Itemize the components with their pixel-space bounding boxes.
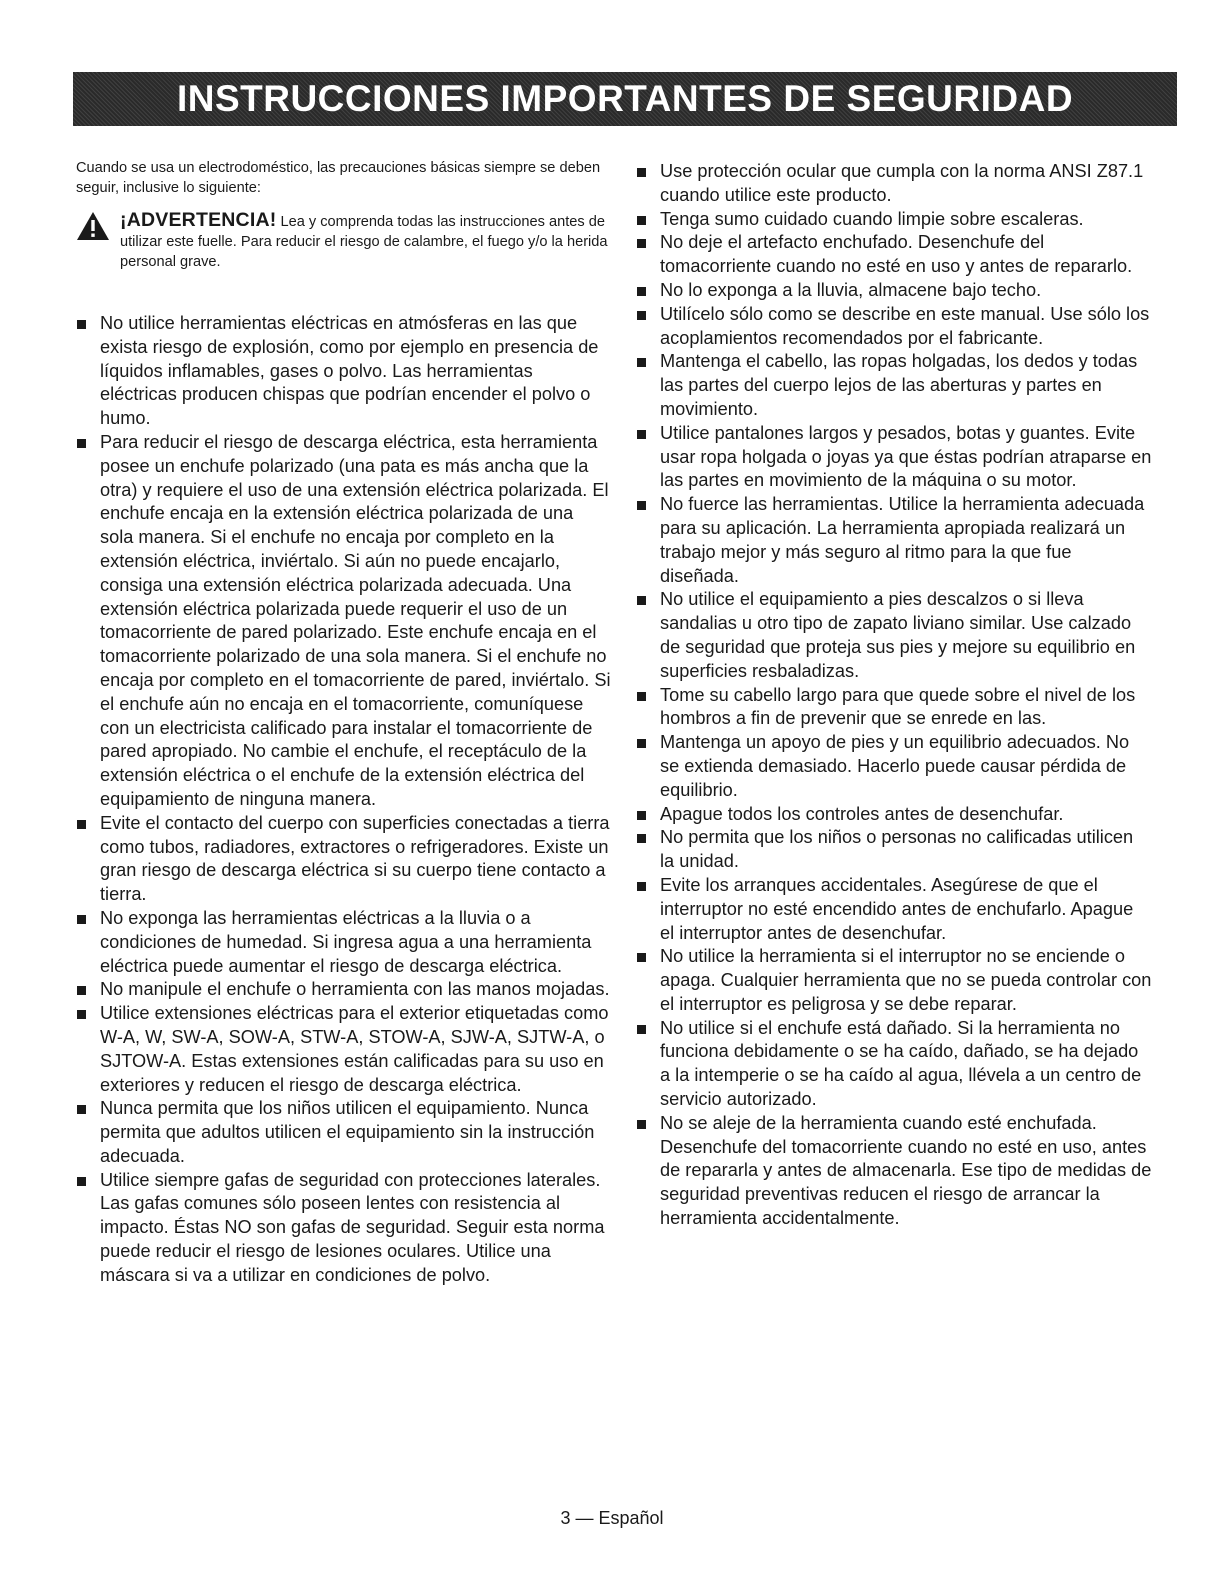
bullet-square-icon [637, 882, 646, 891]
list-item-text: No fuerce las herramientas. Utilice la herramienta adecuada para su aplicación. La herramienta apropiada realizará un trabajo mejor y más seguro al ritmo para la que fue diseñada. [660, 494, 1145, 586]
bullet-square-icon [637, 739, 646, 748]
list-item-text: Tome su cabello largo para que quede sobre el nivel de los hombros a fin de prevenir que se enrede en las. [660, 684, 1136, 729]
bullet-square-icon [77, 320, 86, 329]
list-item [636, 826, 1152, 874]
list-item [76, 1002, 611, 1097]
list-item [636, 303, 1152, 351]
list-item [636, 279, 1152, 303]
right-column [636, 160, 1152, 1231]
list-item-text: Utilice pantalones largos y pesados, botas y guantes. Evite usar ropa holgada o joyas ya que éstas podrían atraparse en las partes en movimiento de la máquina o su motor. [660, 422, 1152, 491]
list-item-text: No utilice la herramienta si el interruptor no se enciende o apaga. Cualquier herramienta que no se pueda controlar con el interruptor es peligrosa y se debe reparar. [660, 946, 1152, 1014]
bullet-square-icon [637, 358, 646, 367]
list-item-text: Use protección ocular que cumpla con la norma ANSI Z87.1 cuando utilice este producto. [660, 161, 1144, 205]
list-item [636, 588, 1152, 683]
list-item [636, 684, 1152, 732]
left-column [76, 158, 611, 1288]
warning-triangle-icon [76, 211, 110, 241]
list-item [636, 803, 1152, 827]
bullet-square-icon [637, 430, 646, 439]
warning-text: Lea y comprenda todas las instrucciones antes de utilizar este fuelle. Para reducir el riesgo de calambre, el fuego y/o la herida personal grave. [120, 214, 608, 270]
page-title: INSTRUCCIONES IMPORTANTES DE SEGURIDAD [176, 78, 1074, 119]
list-item-text: Tenga sumo cuidado cuando limpie sobre escaleras. [660, 208, 1084, 229]
bullet-square-icon [637, 239, 646, 248]
bullet-square-icon [637, 168, 646, 177]
list-item [636, 945, 1152, 1016]
bullet-square-icon [637, 311, 646, 320]
bullet-square-icon [637, 1120, 646, 1129]
bullet-square-icon [77, 986, 86, 995]
list-item [76, 312, 611, 431]
list-item-text: No manipule el enchufe o herramienta con las manos mojadas. [100, 979, 610, 1000]
list-item-text: Para reducir el riesgo de descarga eléctrica, esta herramienta posee un enchufe polarizado (una pata es más ancha que la otra) y requiere el uso de una extensión eléctrica polarizada. El enchufe encaja en la extensión eléctrica polarizada de una sola manera. Si el enchufe no encaja por completo en la extensión eléctrica, inviértalo. Si aún no puede encajarlo, consiga una extensión eléctrica polarizada adecuada. Una extensión eléctrica polarizada puede requerir el uso de un tomacorriente de pared polarizado. Este enchufe encaja en el tomacorriente polarizado de una sola manera. Si el enchufe no encaja por completo en el tomacorriente de pared, inviértalo. Si el enchufe aún no encaja en el tomacorriente, comuníquese con un electricista calificado para instalar el tomacorriente de pared apropiado. No cambie el enchufe, el receptáculo de la extensión eléctrica o el enchufe de la extensión eléctrica del equipamiento de ninguna manera. [100, 431, 611, 809]
bullet-square-icon [637, 287, 646, 296]
list-item-text: Evite los arranques accidentales. Asegúrese de que el interruptor no esté encendido antes de enchufarlo. Apague el interruptor antes de desenchufar. [660, 874, 1134, 943]
list-item-text: No exponga las herramientas eléctricas a la lluvia o a condiciones de humedad. Si ingresa agua a una herramienta eléctrica puede aumentar el riesgo de descarga eléctrica. [100, 907, 592, 976]
list-item [636, 1112, 1152, 1231]
left-bullet-list [76, 312, 611, 1288]
list-item-text: Utilice extensiones eléctricas para el exterior etiquetadas como W-A, W, SW-A, SOW-A, STW-A, STOW-A, SJW-A, SJTW-A, o SJTOW-A. Estas extensiones están calificadas para su uso en exteriores y reducen el riesgo de descarga eléctrica. [100, 1003, 609, 1095]
right-bullet-list [636, 160, 1152, 1231]
list-item [636, 422, 1152, 493]
list-item-text: No se aleje de la herramienta cuando esté enchufada. Desenchufe del tomacorriente cuando no esté en uso, antes de repararla y antes de almacenarla. Ese tipo de medidas de seguridad preventivas reducen el riesgo de arrancar la herramienta accidentalmente. [660, 1112, 1152, 1229]
intro-text: Cuando se usa un electrodoméstico, las precauciones básicas siempre se deben seguir, inclusive lo siguiente: [76, 160, 601, 196]
list-item-text: No lo exponga a la lluvia, almacene bajo techo. [660, 279, 1042, 300]
bullet-square-icon [637, 953, 646, 962]
bullet-square-icon [637, 216, 646, 225]
list-item [636, 208, 1152, 232]
list-item [636, 874, 1152, 945]
list-item [76, 812, 611, 907]
bullet-square-icon [77, 820, 86, 829]
bullet-square-icon [637, 1025, 646, 1034]
bullet-square-icon [77, 1177, 86, 1186]
list-item-text: No deje el artefacto enchufado. Desenchufe del tomacorriente cuando no esté en uso y antes de repararlo. [660, 232, 1133, 277]
title-banner [73, 72, 1177, 126]
bullet-square-icon [77, 1010, 86, 1019]
list-item [76, 978, 611, 1002]
bullet-square-icon [77, 915, 86, 924]
list-item [76, 907, 611, 978]
bullet-square-icon [637, 692, 646, 701]
list-item-text: Mantenga el cabello, las ropas holgadas, los dedos y todas las partes del cuerpo lejos de las aberturas y partes en movimiento. [660, 351, 1138, 419]
list-item [636, 493, 1152, 588]
page-number: 3 — Español [560, 1508, 664, 1528]
list-item-text: No utilice herramientas eléctricas en atmósferas en las que exista riesgo de explosión, como por ejemplo en presencia de líquidos inflamables, gases o polvo. Las herramientas eléctricas producen chispas que podrían encender el polvo o humo. [100, 313, 599, 429]
list-item-text: Evite el contacto del cuerpo con superficies conectadas a tierra como tubos, radiadores, extractores o refrigeradores. Existe un gran riesgo de descarga eléctrica si su cuerpo tiene contacto a tierra. [100, 812, 610, 905]
list-item-text: No utilice si el enchufe está dañado. Si la herramienta no funciona debidamente o se ha caído, dañado, se ha dejado a la intemperie o se ha caído al agua, llévela a un centro de servicio autorizado. [660, 1017, 1142, 1110]
bullet-square-icon [637, 811, 646, 820]
bullet-square-icon [637, 501, 646, 510]
list-item-text: Utilice siempre gafas de seguridad con protecciones laterales. Las gafas comunes sólo poseen lentes con resistencia al impacto. Éstas NO son gafas de seguridad. Seguir esta norma puede reducir el riesgo de lesiones oculares. Utilice una máscara si va a utilizar en condiciones de polvo. [100, 1169, 605, 1285]
list-item [636, 1017, 1152, 1112]
warning-title: ¡ADVERTENCIA! [120, 209, 277, 231]
bullet-square-icon [77, 439, 86, 448]
list-item-text: No permita que los niños o personas no calificadas utilicen la unidad. [660, 827, 1134, 872]
bullet-square-icon [637, 834, 646, 843]
list-item-text: Apague todos los controles antes de desenchufar. [660, 803, 1064, 824]
list-item-text: No utilice el equipamiento a pies descalzos o si lleva sandalias u otro tipo de zapato liviano similar. Use calzado de seguridad que proteja sus pies y mejore su equilibrio en superficies resbaladizas. [660, 589, 1136, 681]
list-item-text: Nunca permita que los niños utilicen el equipamiento. Nunca permita que adultos utilicen el equipamiento sin la instrucción adecuada. [100, 1098, 595, 1166]
list-item [636, 231, 1152, 279]
list-item [76, 431, 611, 812]
list-item [636, 350, 1152, 421]
list-item-text: Utilícelo sólo como se describe en este manual. Use sólo los acoplamientos recomendados por el fabricante. [660, 303, 1150, 348]
list-item-text: Mantenga un apoyo de pies y un equilibrio adecuados. No se extienda demasiado. Hacerlo puede causar pérdida de equilibrio. [660, 732, 1130, 800]
bullet-square-icon [77, 1105, 86, 1114]
list-item [76, 1097, 611, 1168]
list-item [636, 731, 1152, 802]
list-item [636, 160, 1152, 208]
bullet-square-icon [637, 596, 646, 605]
warning-block [76, 210, 611, 272]
list-item [76, 1169, 611, 1288]
